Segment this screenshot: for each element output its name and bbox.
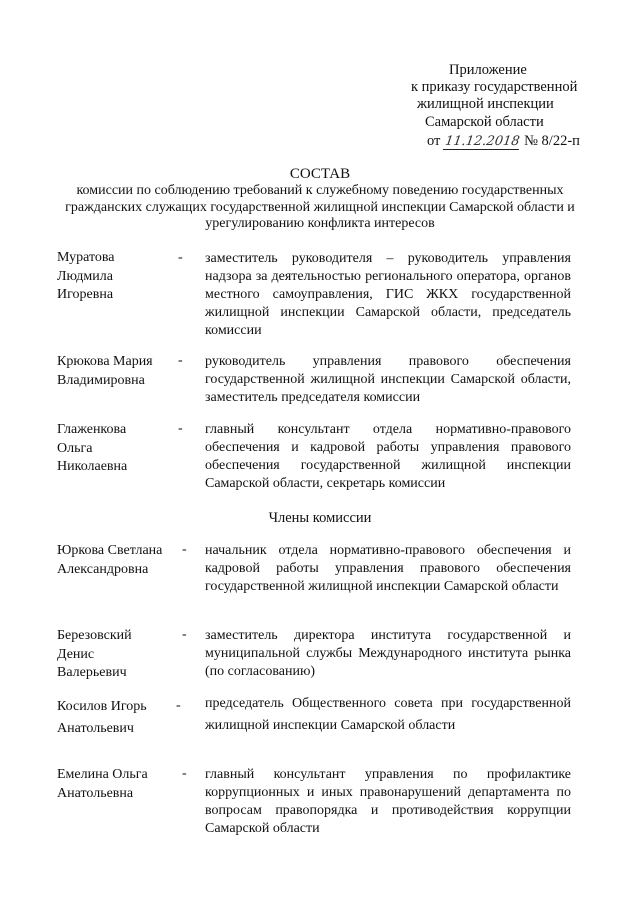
person-name-kosilov: Косилов Игорь Анатольевич [57, 699, 147, 736]
person-name-muratova: Муратова Людмила Игоревна [57, 250, 115, 302]
person-name-emelina: Емелина Ольга Анатольевна [57, 767, 148, 801]
person-name-yurkova: Юркова Светлана Александровна [57, 543, 163, 577]
entry-dash: - [176, 698, 181, 713]
person-role-emelina: главный консультант управления по профилактике коррупционных и иных правонарушений департамента по вопросам правопорядка и противодействия коррупции Самарской области [205, 767, 571, 836]
header-line-region: Самарской области [425, 114, 544, 130]
person-role-kryukova: руководитель управления правового обеспечения государственной жилищной инспекции Самарской области, заместитель председателя комиссии [205, 354, 571, 405]
document-title: СОСТАВ [289, 166, 351, 182]
header-line-appendix: Приложение [449, 62, 527, 78]
entry-dash: - [178, 421, 183, 436]
header-date-line [427, 133, 580, 150]
entry-dash: - [178, 250, 183, 265]
person-role-kosilov: председатель Общественного совета при государственной жилищной инспекции Самарской области [205, 696, 571, 733]
entry-dash: - [182, 542, 187, 557]
person-role-glazhenkova: главный консультант отдела нормативно-правового обеспечения и кадровой работы управления правового обеспечения государственной жилищной инспекции Самарской области, секретарь комиссии [205, 422, 571, 491]
entry-dash: - [182, 627, 187, 642]
person-name-berezovsky: Березовский Денис Валерьевич [57, 628, 132, 680]
handwritten-date: 11.12.2018 [444, 134, 521, 149]
person-name-glazhenkova: Глаженкова Ольга Николаевна [57, 422, 128, 474]
person-name-kryukova: Крюкова Мария Владимировна [57, 354, 153, 388]
entry-dash: - [178, 353, 183, 368]
members-heading: Члены комиссии [268, 510, 372, 526]
person-role-yurkova: начальник отдела нормативно-правового обеспечения и кадровой работы управления правового обеспечения государственной жилищной инспекции Самарской области [205, 543, 571, 594]
person-role-muratova: заместитель руководителя – руководитель управления надзора за деятельностью регионального оператора, органов местного самоуправления, ГИС ЖКХ государственной жилищной инспекции Самарской области, председатель комиссии [205, 251, 571, 338]
date-prefix: от [427, 133, 441, 149]
header-line-inspection: жилищной инспекции [417, 96, 554, 112]
person-role-berezovsky: заместитель директора института государственной и муниципальной службы Международного института рынка (по согласованию) [205, 628, 571, 679]
document-subtitle: комиссии по соблюдению требований к служебному поведению государственных гражданских служащих государственной жилищной инспекции Самарской области и урегулированию конфликта интересов [65, 183, 575, 231]
header-line-order: к приказу государственной [411, 79, 578, 95]
entry-dash: - [182, 766, 187, 781]
order-number: № 8/22-п [524, 133, 580, 149]
